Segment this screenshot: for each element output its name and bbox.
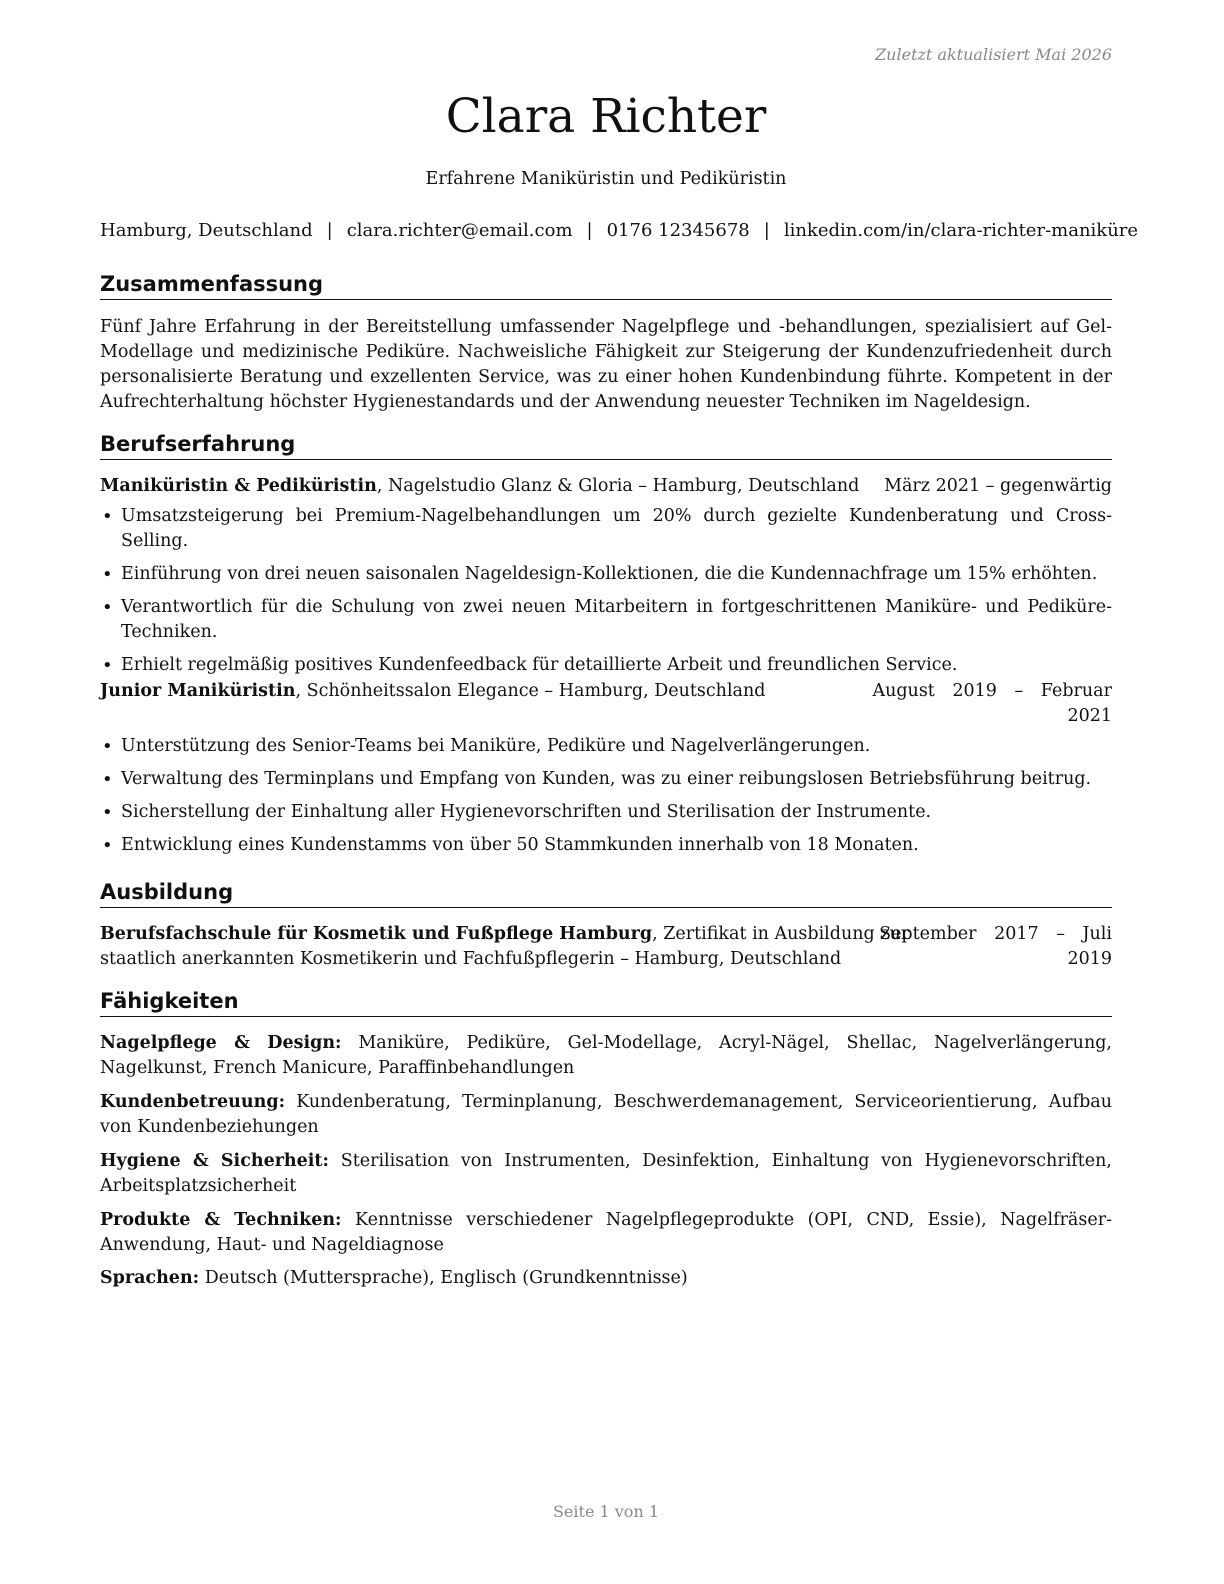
job-role: Junior Maniküristin [100, 681, 296, 701]
education-dates-line: September 2017 – Juli [879, 924, 1112, 944]
skill-item [100, 1090, 1112, 1140]
skill-item [100, 1208, 1112, 1258]
skill-label: Hygiene & Sicherheit: [100, 1151, 329, 1171]
job-bullets [100, 734, 1112, 866]
resume-page [100, 0, 1139, 1584]
list-item: • Erhielt regelmäßig positives Kundenfeedback für detaillierte Arbeit und freundlichen Service. [100, 653, 1112, 678]
candidate-name: Clara Richter [445, 89, 767, 144]
list-item: • Verantwortlich für die Schulung von zwei neuen Mitarbeitern in fortgeschrittenen Maniküre- und Pediküre-Techniken. [100, 595, 1112, 645]
skill-label: Nagelpflege & Design: [100, 1033, 342, 1053]
contact-linkedin[interactable]: linkedin.com/in/clara-richter-maniküre [783, 220, 1139, 241]
list-item: • Entwicklung eines Kundenstamms von über 50 Stammkunden innerhalb von 18 Monaten. [100, 833, 1112, 858]
contact-phone: 0176 12345678 [606, 220, 750, 241]
job-title-line [100, 474, 859, 499]
education-dates-line: 2019 [1067, 949, 1112, 969]
contact-location: Hamburg, Deutschland [100, 220, 313, 241]
skill-label: Kundenbetreuung: [100, 1092, 286, 1112]
education-entry [100, 922, 1112, 972]
job-bullets [100, 504, 1112, 686]
skill-text: Kundenberatung, Terminplanung, Beschwerdemanagement, Serviceorientierung, Aufbau von Kundenbeziehungen [100, 1092, 1112, 1137]
section-title-experience: Berufserfahrung [100, 431, 1112, 460]
job-title-line [100, 679, 765, 704]
skill-item [100, 1031, 1112, 1081]
contact-separator: | [763, 220, 770, 241]
section-title-skills: Fähigkeiten [100, 988, 1112, 1017]
list-item: • Verwaltung des Terminplans und Empfang von Kunden, was zu einer reibungslosen Betriebsführung beitrug. [100, 767, 1112, 792]
tagline: Erfahrene Maniküristin und Pediküristin [425, 169, 787, 189]
skill-label: Produkte & Techniken: [100, 1210, 342, 1230]
skill-label: Sprachen: [100, 1268, 200, 1288]
skill-text: Sterilisation von Instrumenten, Desinfektion, Einhaltung von Hygienevorschriften, Arbeitsplatzsicherheit [100, 1151, 1112, 1196]
education-dates [879, 922, 1112, 972]
contact-line [100, 219, 1139, 243]
summary-text: Fünf Jahre Erfahrung in der Bereitstellung umfassender Nagelpflege und -behandlungen, spezialisiert auf Gel-Modellage und medizinische Pediküre. Nachweisliche Fähigkeit zur Steigerung der Kundenzufriedenheit durch personalisierte Beratung und exzellenten Service, was zu einer hohen Kundenbindung führte. Kompetent in der Aufrechterhaltung höchster Hygienestandards und der Anwendung neuester Techniken im Nageldesign. [100, 317, 1112, 412]
section-title-summary: Zusammenfassung [100, 271, 1112, 300]
education-degree: , Zertifikat in Ausbildung zur [652, 924, 910, 944]
list-item: • Umsatzsteigerung bei Premium-Nagelbehandlungen um 20% durch gezielte Kundenberatung und Cross-Selling. [100, 504, 1112, 554]
last-updated: Zuletzt aktualisiert Mai 2026 [875, 45, 1112, 64]
job-dates [872, 679, 1112, 729]
skill-text: Deutsch (Muttersprache), Englisch (Grundkenntnisse) [204, 1268, 688, 1288]
contact-email[interactable]: clara.richter@email.com [346, 220, 573, 241]
contact-separator: | [586, 220, 593, 241]
list-item: • Einführung von drei neuen saisonalen Nageldesign-Kollektionen, die die Kundennachfrage um 15% erhöhten. [100, 562, 1112, 587]
education-school: Berufsfachschule für Kosmetik und Fußpflege Hamburg [100, 924, 653, 944]
page-number: Seite 1 von 1 [552, 1502, 660, 1521]
job-header [100, 679, 1112, 729]
education-details [100, 922, 980, 972]
job-employer: , Nagelstudio Glanz & Gloria – Hamburg, Deutschland [376, 476, 860, 496]
contact-separator: | [326, 220, 333, 241]
job-dates-line: August 2019 – Februar [872, 681, 1112, 701]
list-item: • Sicherstellung der Einhaltung aller Hygienevorschriften und Sterilisation der Instrumente. [100, 800, 1112, 825]
skill-item [100, 1149, 1112, 1199]
skill-item [100, 1266, 1112, 1291]
list-item: • Unterstützung des Senior-Teams bei Maniküre, Pediküre und Nagelverlängerungen. [100, 734, 1112, 759]
skill-text: Kenntnisse verschiedener Nagelpflegeprodukte (OPI, CND, Essie), Nagelfräser-Anwendung, Haut- und Nageldiagnose [100, 1210, 1112, 1255]
job-dates-line: 2021 [1067, 706, 1112, 726]
section-title-education: Ausbildung [100, 879, 1112, 908]
education-line: staatlich anerkannten Kosmetikerin und Fachfußpflegerin – Hamburg, Deutschland [100, 949, 842, 969]
education-line [100, 922, 980, 947]
job-employer: , Schönheitssalon Elegance – Hamburg, Deutschland [295, 681, 766, 701]
job-dates: März 2021 – gegenwärtig [884, 476, 1112, 496]
job-role: Maniküristin & Pediküristin [100, 476, 377, 496]
skill-text: Maniküre, Pediküre, Gel-Modellage, Acryl-Nägel, Shellac, Nagelverlängerung, Nagelkunst, French Manicure, Paraffinbehandlungen [100, 1033, 1112, 1078]
